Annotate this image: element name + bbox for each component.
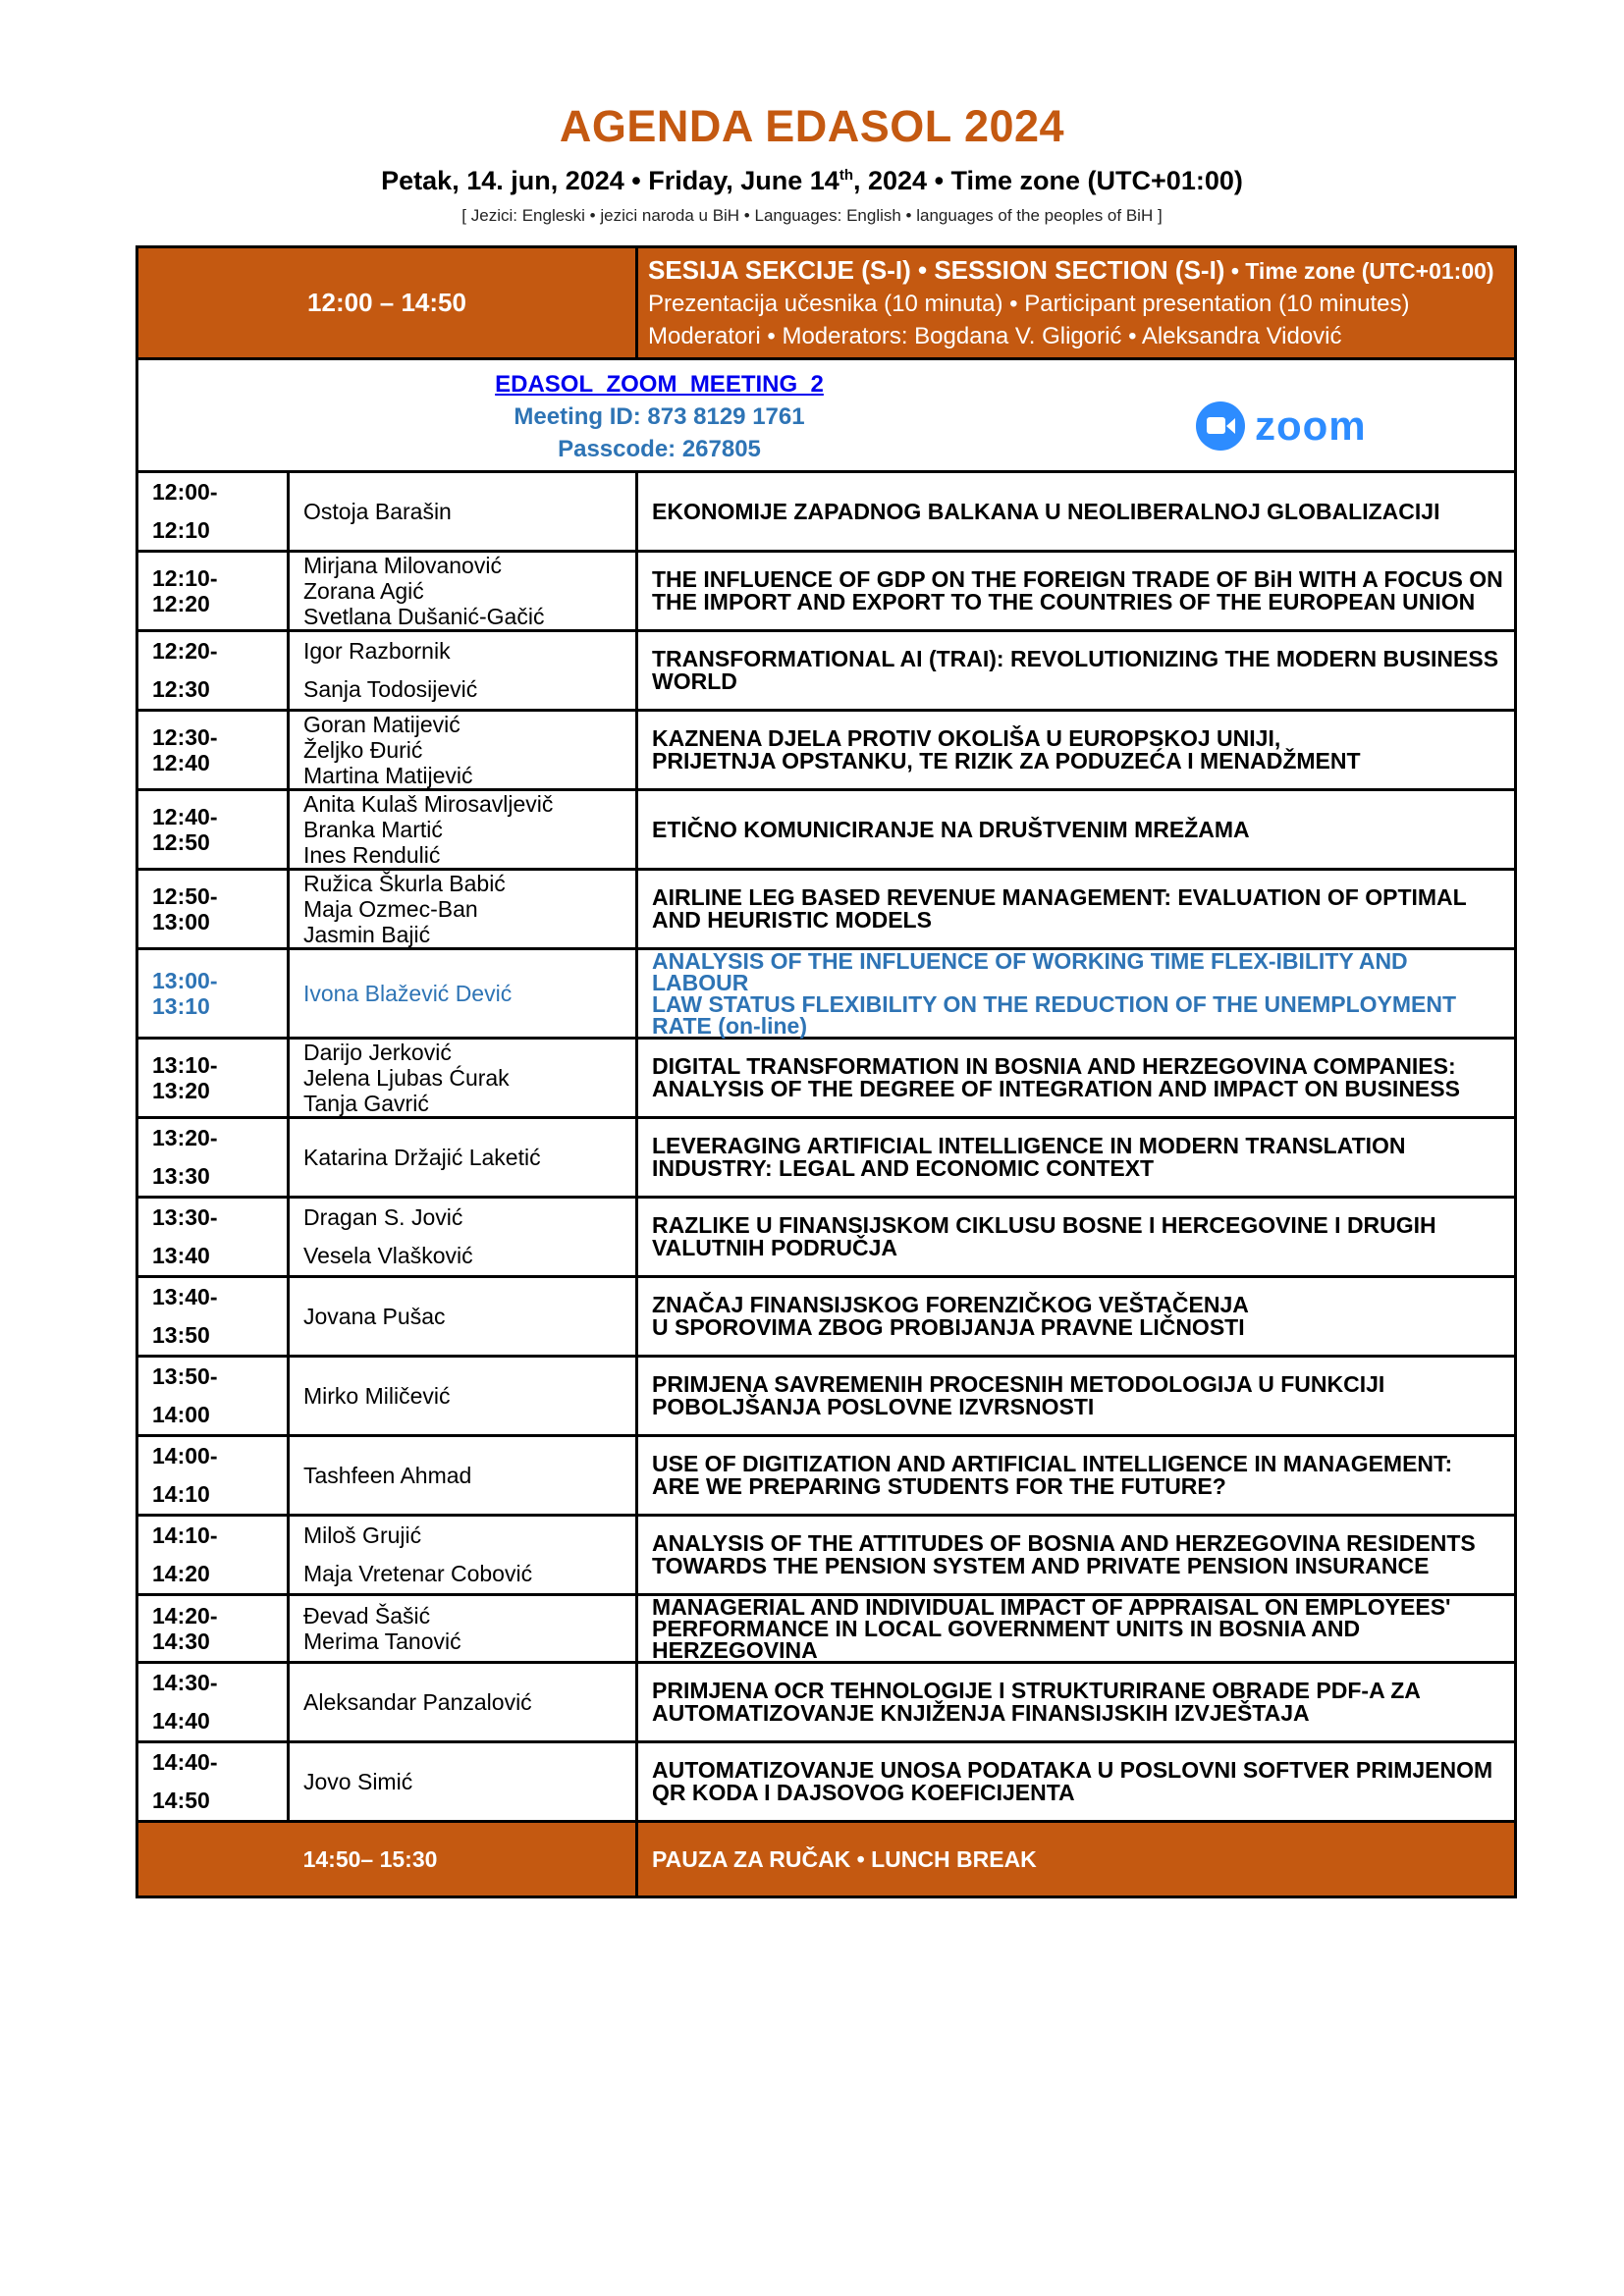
- author-name: Vesela Vlašković: [303, 1243, 473, 1268]
- author-name: Mirjana Milovanović: [303, 553, 502, 578]
- time-slot: [137, 1436, 289, 1516]
- agenda-row: [137, 552, 1516, 631]
- zoom-meeting-id: Meeting ID: 873 8129 1761: [514, 403, 805, 430]
- authors: [289, 1118, 637, 1198]
- time-slot-start: 14:10-: [152, 1522, 218, 1548]
- paper-title-line: QR KODA I DAJSOVOG KOEFICIJENTA: [652, 1780, 1075, 1805]
- author-name: Miloš Grujić: [303, 1522, 422, 1548]
- authors: [289, 552, 637, 631]
- time-slot-start: 12:30-: [152, 724, 218, 750]
- session-info: [637, 247, 1516, 359]
- time-slot-end: 12:30: [152, 676, 210, 702]
- paper-title-line: TRANSFORMATIONAL AI (TRAI): REVOLUTIONIZING THE MODERN BUSINESS: [652, 646, 1499, 671]
- time-slot-start: 13:50-: [152, 1363, 218, 1389]
- paper-title: [637, 1595, 1516, 1663]
- paper-title: [637, 1357, 1516, 1436]
- authors: [289, 1742, 637, 1822]
- author-name: Dragan S. Jović: [303, 1204, 463, 1230]
- author-name: Maja Ozmec-Ban: [303, 896, 478, 922]
- time-slot-end: 13:50: [152, 1322, 210, 1348]
- time-slot-start: 13:00-: [152, 968, 218, 993]
- paper-title-line: INDUSTRY: LEGAL AND ECONOMIC CONTEXT: [652, 1155, 1155, 1181]
- paper-title: [637, 1198, 1516, 1277]
- authors: [289, 1357, 637, 1436]
- time-slot: [137, 552, 289, 631]
- author-name: Katarina Držajić Laketić: [303, 1144, 541, 1170]
- time-slot-start: 13:20-: [152, 1125, 218, 1150]
- time-slot-start: 14:00-: [152, 1443, 218, 1468]
- author-name: Đevad Šašić: [303, 1603, 431, 1629]
- time-slot: [137, 1357, 289, 1436]
- paper-title-line: LAW STATUS FLEXIBILITY ON THE REDUCTION OF THE UNEMPLOYMENT: [652, 991, 1457, 1017]
- paper-title-line: ETIČNO KOMUNICIRANJE NA DRUŠTVENIM MREŽAMA: [652, 816, 1250, 842]
- agenda-row: [137, 1516, 1516, 1595]
- paper-title: [637, 1039, 1516, 1118]
- paper-title-line: AUTOMATIZOVANJE KNJIŽENJA FINANSIJSKIH IZVJEŠTAJA: [652, 1700, 1310, 1726]
- authors: [289, 1277, 637, 1357]
- time-slot: [137, 1039, 289, 1118]
- paper-title: [637, 1663, 1516, 1742]
- session-moderators: Moderatori • Moderators: Bogdana V. Gligorić • Aleksandra Vidović: [648, 322, 1342, 349]
- authors: [289, 1039, 637, 1118]
- agenda-row: [137, 870, 1516, 949]
- agenda-row: [137, 472, 1516, 552]
- time-slot-end: 12:20: [152, 591, 210, 616]
- author-name: Tanja Gavrić: [303, 1091, 429, 1116]
- session-presentation-note: Prezentacija učesnika (10 minuta) • Participant presentation (10 minutes): [648, 290, 1410, 317]
- time-slot-end: 14:40: [152, 1708, 210, 1734]
- author-name: Zorana Agić: [303, 578, 424, 604]
- paper-title-line: EKONOMIJE ZAPADNOG BALKANA U NEOLIBERALNOJ GLOBALIZACIJI: [652, 498, 1440, 524]
- paper-title: [637, 472, 1516, 552]
- authors: [289, 949, 637, 1039]
- paper-title: [637, 949, 1516, 1039]
- paper-title-line: THE IMPORT AND EXPORT TO THE COUNTRIES OF THE EUROPEAN UNION: [652, 589, 1476, 614]
- paper-title-line: ANALYSIS OF THE DEGREE OF INTEGRATION AND IMPACT ON BUSINESS: [652, 1076, 1460, 1101]
- paper-title: [637, 631, 1516, 711]
- time-slot-start: 14:30-: [152, 1670, 218, 1695]
- paper-title-line: U SPOROVIMA ZBOG PROBIJANJA PRAVNE LIČNOSTI: [652, 1314, 1245, 1340]
- time-slot: [137, 1198, 289, 1277]
- time-slot-end: 12:10: [152, 517, 210, 543]
- time-slot: [137, 870, 289, 949]
- agenda-row: [137, 631, 1516, 711]
- author-name: Maja Vretenar Cobović: [303, 1561, 533, 1586]
- time-slot: [137, 1595, 289, 1663]
- paper-title-line: RATE (on-line): [652, 1013, 807, 1039]
- paper-title-line: USE OF DIGITIZATION AND ARTIFICIAL INTELLIGENCE IN MANAGEMENT:: [652, 1451, 1453, 1476]
- paper-title-line: ARE WE PREPARING STUDENTS FOR THE FUTURE?: [652, 1473, 1226, 1499]
- agenda-row: [137, 949, 1516, 1039]
- zoom-meeting-link[interactable]: EDASOL_ZOOM_MEETING_2: [495, 371, 824, 398]
- agenda-row: [137, 1357, 1516, 1436]
- agenda-row: [137, 1663, 1516, 1742]
- agenda-row: [137, 1118, 1516, 1198]
- date-part1: Petak, 14. jun, 2024 • Friday, June 14: [381, 166, 839, 195]
- author-name: Mirko Miličević: [303, 1382, 451, 1409]
- paper-title: [637, 1436, 1516, 1516]
- time-slot-end: 12:50: [152, 829, 210, 855]
- time-slot-start: 12:00-: [152, 479, 218, 505]
- time-slot: [137, 631, 289, 711]
- authors: [289, 1436, 637, 1516]
- date-part2: , 2024 • Time zone (UTC+01:00): [853, 166, 1243, 195]
- authors: [289, 1595, 637, 1663]
- author-name: Anita Kulaš Mirosavljevič: [303, 791, 554, 817]
- lunch-break-row: [137, 1822, 1516, 1897]
- time-slot-start: 14:20-: [152, 1603, 218, 1629]
- page-title: AGENDA EDASOL 2024: [559, 101, 1065, 151]
- zoom-logo: [1196, 400, 1373, 453]
- languages-note: [ Jezici: Engleski • jezici naroda u BiH • Languages: English • languages of the peoples of BiH ]: [461, 206, 1163, 225]
- agenda-row: [137, 1039, 1516, 1118]
- time-slot-start: 12:40-: [152, 804, 218, 829]
- paper-title-line: THE INFLUENCE OF GDP ON THE FOREIGN TRADE OF BiH WITH A FOCUS ON: [652, 566, 1503, 592]
- time-slot: [137, 1663, 289, 1742]
- paper-title-line: TOWARDS THE PENSION SYSTEM AND PRIVATE PENSION INSURANCE: [652, 1553, 1430, 1578]
- agenda-row: [137, 711, 1516, 790]
- time-slot-end: 14:20: [152, 1561, 210, 1586]
- time-slot-start: 13:40-: [152, 1284, 218, 1309]
- time-slot: [137, 1277, 289, 1357]
- paper-title-line: ANALYSIS OF THE ATTITUDES OF BOSNIA AND HERZEGOVINA RESIDENTS: [652, 1530, 1476, 1556]
- paper-title-line: VALUTNIH PODRUČJA: [652, 1235, 898, 1260]
- zoom-camera-icon: [1196, 401, 1245, 451]
- time-slot: [137, 1742, 289, 1822]
- lunch-label: PAUZA ZA RUČAK • LUNCH BREAK: [637, 1822, 1516, 1897]
- session-title: SESIJA SEKCIJE (S-I) • SESSION SECTION (S-I) • Time zone (UTC+01:00): [648, 254, 1494, 285]
- session-timezone: • Time zone (UTC+01:00): [1224, 257, 1494, 284]
- author-name: Jovana Pušac: [303, 1303, 446, 1329]
- paper-title-line: AIRLINE LEG BASED REVENUE MANAGEMENT: EVALUATION OF OPTIMAL: [652, 884, 1467, 910]
- author-name: Ines Rendulić: [303, 842, 441, 868]
- time-slot-end: 13:10: [152, 993, 210, 1019]
- time-slot-start: 12:50-: [152, 883, 218, 909]
- time-slot-end: 13:00: [152, 909, 210, 934]
- zoom-meeting-row: [137, 359, 1516, 472]
- author-name: Ivona Blažević Dević: [303, 981, 513, 1006]
- authors: [289, 870, 637, 949]
- paper-title: [637, 790, 1516, 870]
- time-slot: [137, 949, 289, 1039]
- paper-title-line: PERFORMANCE IN LOCAL GOVERNMENT UNITS IN BOSNIA AND: [652, 1616, 1361, 1641]
- paper-title-line: PRIMJENA SAVREMENIH PROCESNIH METODOLOGIJA U FUNKCIJI: [652, 1371, 1385, 1397]
- authors: [289, 472, 637, 552]
- agenda-row: [137, 1595, 1516, 1663]
- agenda-table: [135, 245, 1517, 1898]
- author-name: Martina Matijević: [303, 763, 473, 788]
- author-name: Jasmin Bajić: [303, 922, 431, 947]
- agenda-row: [137, 1277, 1516, 1357]
- time-slot-end: 14:30: [152, 1629, 210, 1654]
- author-name: Igor Razbornik: [303, 638, 451, 664]
- time-slot-end: 13:40: [152, 1243, 210, 1268]
- time-slot-end: 14:00: [152, 1402, 210, 1427]
- paper-title-line: PRIJETNJA OPSTANKU, TE RIZIK ZA PODUZEĆA I MENADŽMENT: [652, 748, 1361, 774]
- paper-title: [637, 711, 1516, 790]
- time-slot-start: 13:30-: [152, 1204, 218, 1230]
- lunch-time: 14:50– 15:30: [137, 1822, 637, 1897]
- authors: [289, 1516, 637, 1595]
- event-date: [0, 166, 1624, 196]
- author-name: Tashfeen Ahmad: [303, 1462, 472, 1488]
- author-name: Goran Matijević: [303, 712, 460, 737]
- paper-title: [637, 1118, 1516, 1198]
- author-name: Svetlana Dušanić-Gačić: [303, 604, 545, 629]
- paper-title: [637, 1516, 1516, 1595]
- author-name: Branka Martić: [303, 817, 443, 842]
- author-name: Ružica Škurla Babić: [303, 871, 506, 896]
- paper-title-line: AND HEURISTIC MODELS: [652, 907, 932, 933]
- authors: [289, 711, 637, 790]
- author-name: Merima Tanović: [303, 1629, 461, 1654]
- paper-title: [637, 552, 1516, 631]
- time-slot-end: 13:20: [152, 1078, 210, 1103]
- authors: [289, 1198, 637, 1277]
- paper-title: [637, 870, 1516, 949]
- zoom-passcode: Passcode: 267805: [558, 436, 761, 462]
- author-name: Jelena Ljubas Ćurak: [303, 1065, 510, 1091]
- time-slot-start: 12:20-: [152, 638, 218, 664]
- author-name: Željko Đurić: [303, 737, 423, 763]
- author-name: Aleksandar Panzalović: [303, 1688, 532, 1715]
- paper-title-line: WORLD: [652, 668, 737, 694]
- agenda-row: [137, 1436, 1516, 1516]
- time-slot: [137, 472, 289, 552]
- paper-title-line: HERZEGOVINA: [652, 1637, 818, 1663]
- paper-title-line: DIGITAL TRANSFORMATION IN BOSNIA AND HERZEGOVINA COMPANIES:: [652, 1053, 1456, 1079]
- author-name: Sanja Todosijević: [303, 676, 478, 702]
- zoom-meeting-cell: [137, 359, 1516, 472]
- time-slot: [137, 790, 289, 870]
- paper-title-line: LEVERAGING ARTIFICIAL INTELLIGENCE IN MODERN TRANSLATION: [652, 1133, 1406, 1158]
- time-slot-end: 13:30: [152, 1163, 210, 1189]
- paper-title: [637, 1742, 1516, 1822]
- authors: [289, 631, 637, 711]
- time-slot-start: 14:40-: [152, 1749, 218, 1775]
- author-name: Jovo Simić: [303, 1768, 413, 1794]
- agenda-row: [137, 790, 1516, 870]
- time-slot-end: 14:10: [152, 1481, 210, 1507]
- paper-title-line: ZNAČAJ FINANSIJSKOG FORENZIČKOG VEŠTAČENJA: [652, 1292, 1249, 1317]
- zoom-logo-text: zoom: [1255, 402, 1367, 449]
- paper-title-line: PRIMJENA OCR TEHNOLOGIJE I STRUKTURIRANE OBRADE PDF-A ZA: [652, 1678, 1421, 1703]
- time-slot-start: 12:10-: [152, 565, 218, 591]
- time-slot: [137, 1516, 289, 1595]
- agenda-row: [137, 1198, 1516, 1277]
- time-slot-end: 12:40: [152, 750, 210, 775]
- time-slot-start: 13:10-: [152, 1052, 218, 1078]
- time-slot-end: 14:50: [152, 1788, 210, 1813]
- session-header: [137, 247, 1516, 359]
- session-time: 12:00 – 14:50: [137, 247, 637, 359]
- date-suffix: th: [839, 167, 853, 184]
- paper-title-line: RAZLIKE U FINANSIJSKOM CIKLUSU BOSNE I HERCEGOVINE I DRUGIH: [652, 1212, 1436, 1238]
- author-name: Ostoja Barašin: [303, 498, 452, 524]
- authors: [289, 1663, 637, 1742]
- authors: [289, 790, 637, 870]
- author-name: Darijo Jerković: [303, 1040, 452, 1065]
- paper-title-line: ANALYSIS OF THE INFLUENCE OF WORKING TIME FLEX-IBILITY AND LABOUR: [652, 948, 1408, 995]
- paper-title-line: MANAGERIAL AND INDIVIDUAL IMPACT OF APPRAISAL ON EMPLOYEES': [652, 1594, 1451, 1620]
- paper-title: [637, 1277, 1516, 1357]
- paper-title-line: KAZNENA DJELA PROTIV OKOLIŠA U EUROPSKOJ UNIJI,: [652, 725, 1281, 751]
- paper-title-line: POBOLJŠANJA POSLOVNE IZVRSNOSTI: [652, 1394, 1095, 1419]
- agenda-row: [137, 1742, 1516, 1822]
- time-slot: [137, 711, 289, 790]
- time-slot: [137, 1118, 289, 1198]
- paper-title-line: AUTOMATIZOVANJE UNOSA PODATAKA U POSLOVNI SOFTVER PRIMJENOM: [652, 1757, 1493, 1783]
